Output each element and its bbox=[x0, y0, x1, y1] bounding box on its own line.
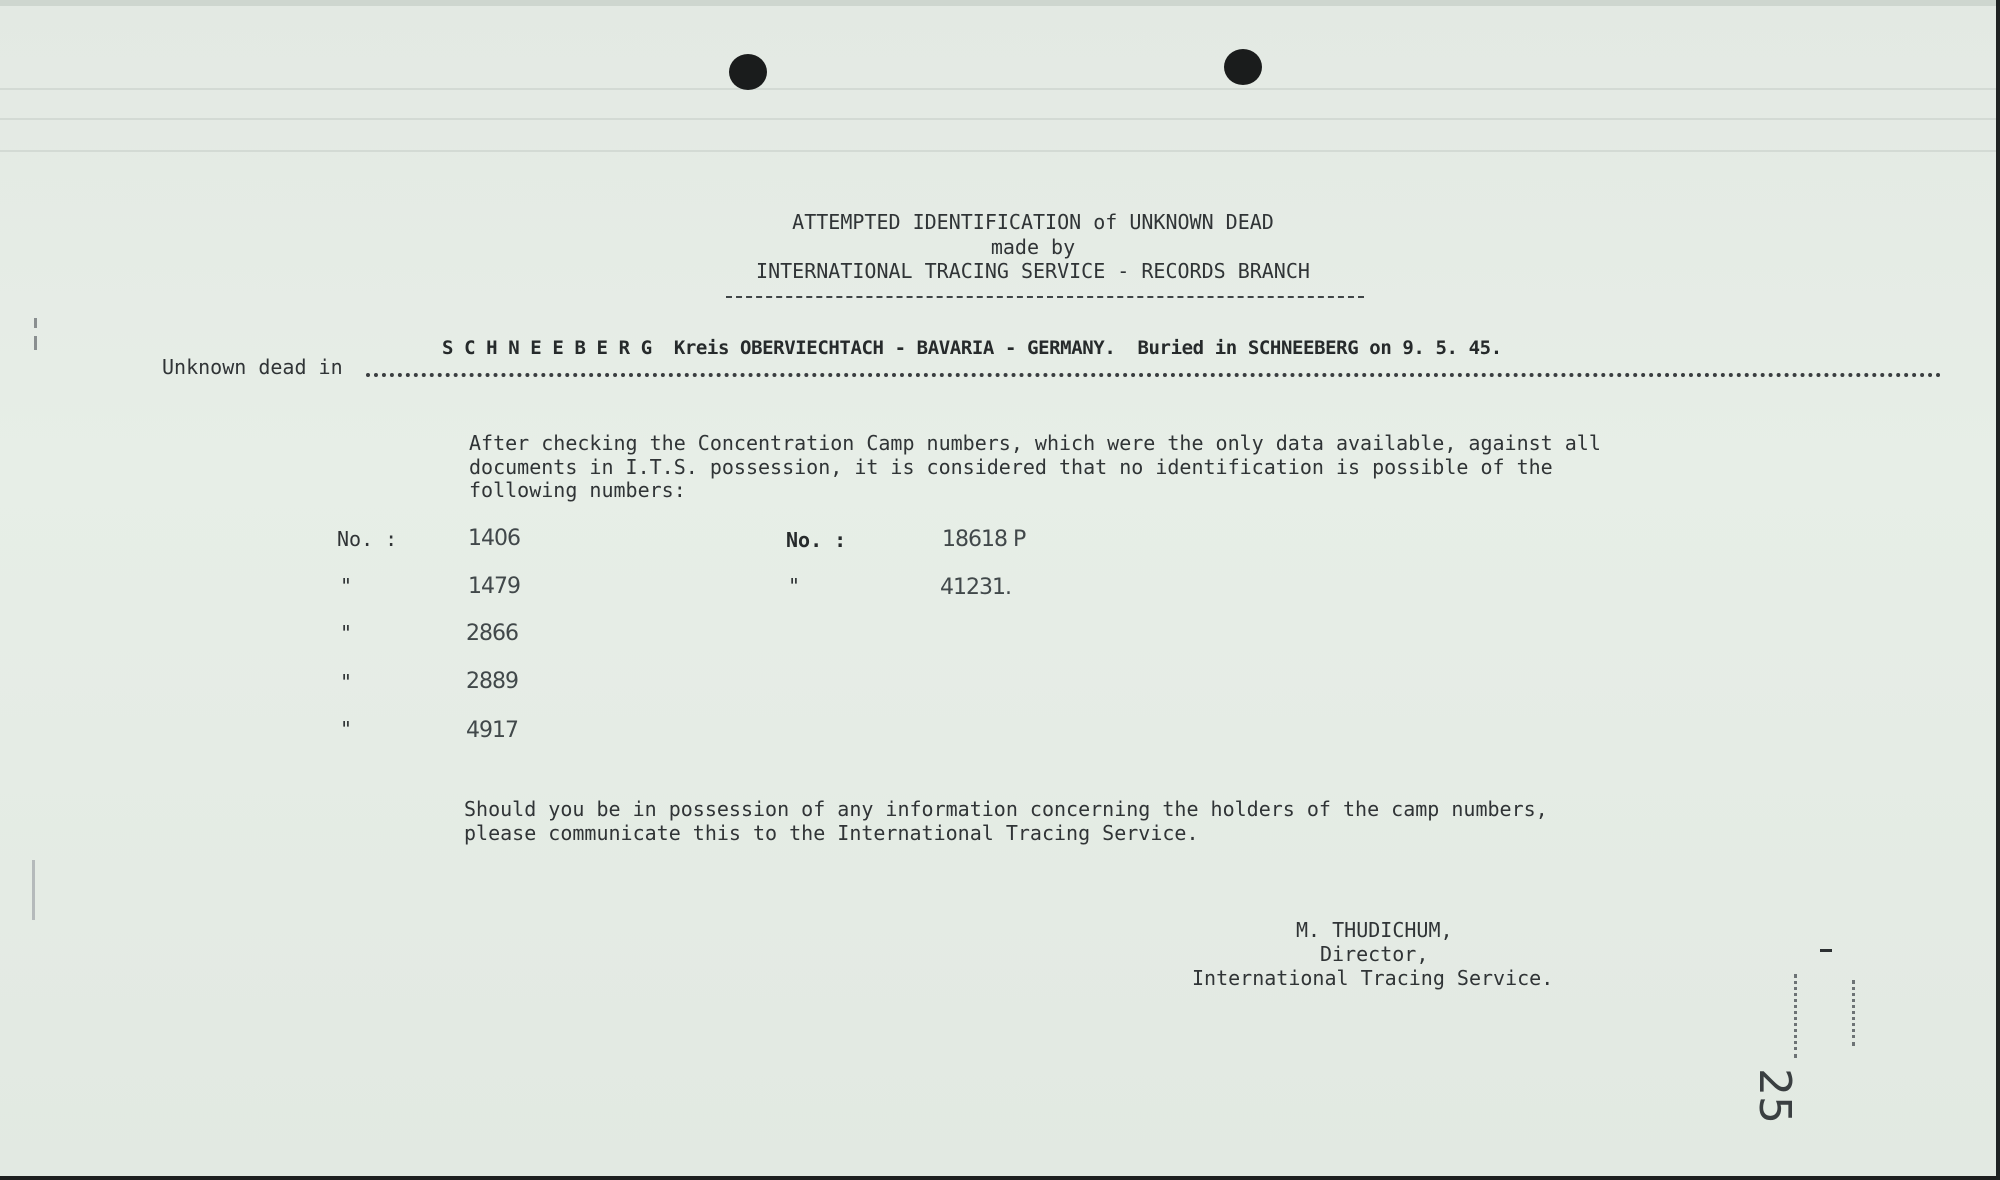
ditto-mark: " bbox=[788, 574, 801, 598]
camp-number: 4917 bbox=[466, 718, 518, 743]
number-label: No. : bbox=[337, 527, 398, 551]
margin-mark bbox=[34, 318, 37, 328]
header-underline bbox=[726, 296, 1364, 298]
header-organization: INTERNATIONAL TRACING SERVICE - RECORDS BRANCH bbox=[756, 259, 1310, 283]
ruled-line bbox=[0, 150, 2000, 152]
paragraph-2-line-2: please communicate this to the International Tracing Service. bbox=[464, 821, 1199, 845]
paragraph-2-line-1: Should you be in possession of any information concerning the holders of the camp numbers, bbox=[464, 797, 1548, 821]
camp-number: 2889 bbox=[466, 669, 518, 694]
camp-number: 41231. bbox=[940, 575, 1011, 600]
paragraph-1-line-3: following numbers: bbox=[469, 478, 686, 502]
punch-hole-left bbox=[729, 54, 767, 90]
number-label: No. : bbox=[786, 528, 847, 552]
signatory-organization: International Tracing Service. bbox=[1192, 966, 1554, 990]
punch-hole-right bbox=[1224, 49, 1262, 85]
ditto-mark: " bbox=[340, 574, 353, 598]
location-value: S C H N E E B E R G Kreis OBERVIECHTACH - BAVARIA - GERMANY. Buried in SCHNEEBERG on 9. 5. 45. bbox=[442, 337, 1502, 359]
ruled-line bbox=[0, 118, 2000, 120]
right-edge bbox=[1996, 0, 2000, 1180]
top-edge bbox=[0, 0, 2000, 6]
header-made-by: made by bbox=[990, 235, 1076, 259]
paragraph-1-line-2: documents in I.T.S. possession, it is considered that no identification is possible of the bbox=[469, 455, 1553, 479]
ditto-mark: " bbox=[340, 621, 353, 645]
margin-mark bbox=[1820, 949, 1832, 952]
ruled-line bbox=[0, 88, 2000, 90]
camp-number: 2866 bbox=[466, 621, 518, 646]
side-ticks bbox=[1794, 974, 1801, 1058]
header-title: ATTEMPTED IDENTIFICATION of UNKNOWN DEAD bbox=[792, 210, 1274, 234]
paragraph-1-line-1: After checking the Concentration Camp numbers, which were the only data available, against all bbox=[469, 431, 1601, 455]
page-number: 25 bbox=[1749, 1068, 1800, 1124]
signatory-title: Director, bbox=[1320, 942, 1429, 966]
camp-number: 1406 bbox=[468, 526, 520, 551]
bottom-edge bbox=[0, 1176, 2000, 1180]
camp-number: 18618 P bbox=[942, 527, 1026, 552]
ditto-mark: " bbox=[340, 670, 353, 694]
dotted-line bbox=[366, 373, 1942, 377]
camp-number: 1479 bbox=[468, 574, 520, 599]
margin-mark bbox=[34, 336, 37, 350]
unknown-dead-label: Unknown dead in bbox=[162, 355, 343, 379]
ditto-mark: " bbox=[340, 717, 353, 741]
signatory-name: M. THUDICHUM, bbox=[1296, 918, 1453, 942]
side-ticks bbox=[1852, 980, 1859, 1046]
margin-mark bbox=[32, 860, 35, 920]
